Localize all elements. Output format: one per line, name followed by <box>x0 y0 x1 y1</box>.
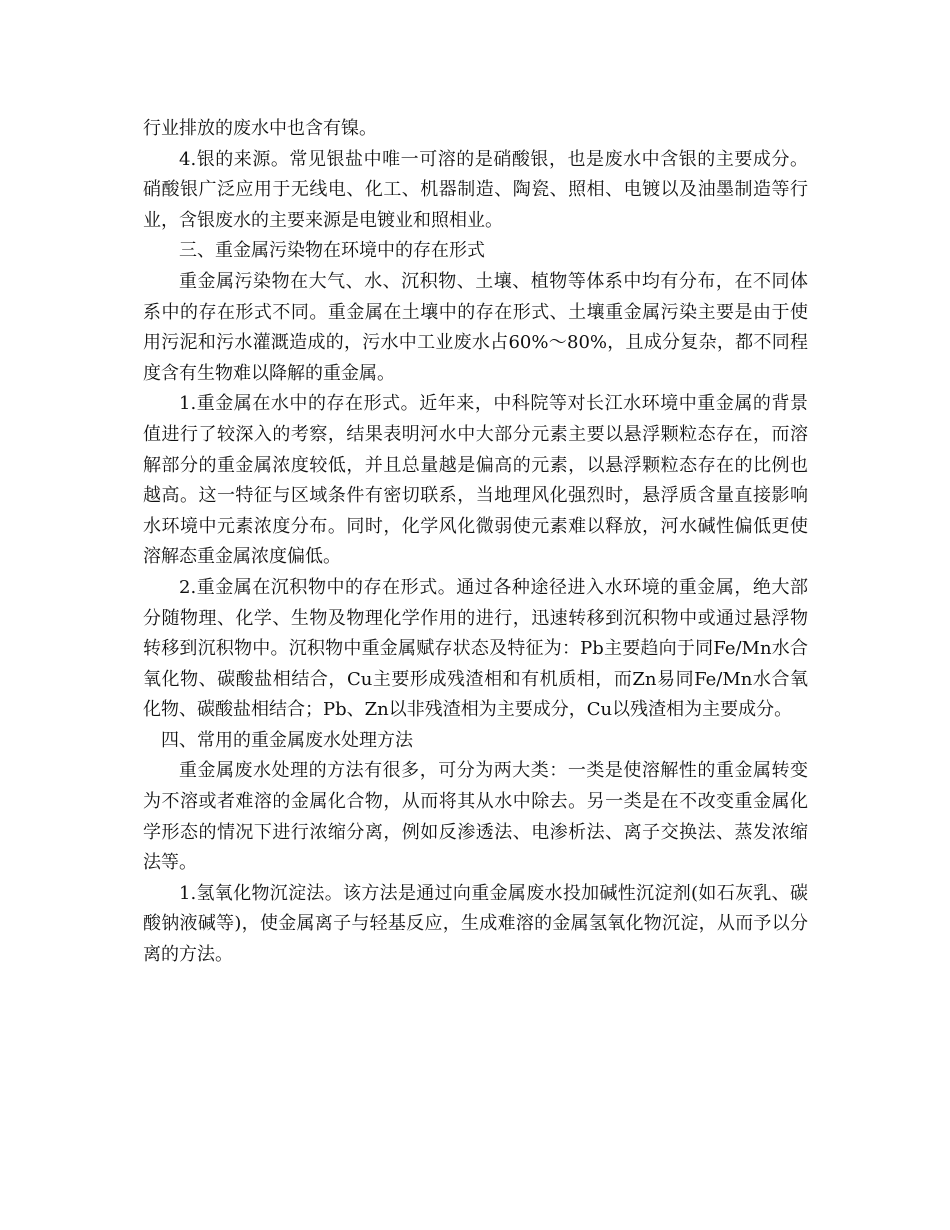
paragraph-water-forms: 1.重金属在水中的存在形式。近年来，中科院等对长江水环境中重金属的背景值进行了较深入的考察，结果表明河水中大部分元素主要以悬浮颗粒态存在，而溶解部分的重金属浓度较低，并且总量越是偏高的元素，以悬浮颗粒态存在的比例也越高。这一特征与区域条件有密切联系，当地理风化强烈时，悬浮质含量直接影响水环境中元素浓度分布。同时，化学风化微弱使元素难以释放，河水碱性偏低更使溶解态重金属浓度偏低。 <box>143 393 808 568</box>
body-text <box>143 114 808 971</box>
paragraph-sediment-forms: 2.重金属在沉积物中的存在形式。通过各种途径进入水环境的重金属，绝大部分随物理、化学、生物及物理化学作用的进行，迅速转移到沉积物中或通过悬浮物转移到沉积物中。沉积物中重金属赋存状态及特征为：Pb主要趋向于同Fe/Mn水合氧化物、碳酸盐相结合，Cu主要形成残渣相和有机质相，而Zn易同Fe/Mn水合氧化物、碳酸盐相结合；Pb、Zn以非残渣相为主要成分，Cu以残渣相为主要成分。 <box>143 576 808 721</box>
section-heading-forms: 三、重金属污染物在环境中的存在形式 <box>179 240 485 262</box>
paragraph-hydroxide-precipitation: 1.氢氧化物沉淀法。该方法是通过向重金属废水投加碱性沉淀剂(如石灰乳、碳酸钠液碱等)，使金属离子与轻基反应，生成难溶的金属氢氧化物沉淀，从而予以分离的方法。 <box>143 882 808 966</box>
paragraph-treatment-methods: 重金属废水处理的方法有很多，可分为两大类：一类是使溶解性的重金属转变为不溶或者难溶的金属化合物，从而将其从水中除去。另一类是在不改变重金属化学形态的情况下进行浓缩分离，例如反渗透法、电渗析法、离子交换法、蒸发浓缩法等。 <box>143 760 808 874</box>
paragraph-silver-source: 4.银的来源。常见银盐中唯一可溶的是硝酸银，也是废水中含银的主要成分。硝酸银广泛应用于无线电、化工、机器制造、陶瓷、照相、电镀以及油墨制造等行业，含银废水的主要来源是电镀业和照相业。 <box>143 148 808 231</box>
paragraph-distribution: 重金属污染物在大气、水、沉积物、土壤、植物等体系中均有分布，在不同体系中的存在形式不同。重金属在土壤中的存在形式、土壤重金属污染主要是由于使用污泥和污水灌溉造成的，污水中工业废水占60%～80%，且成分复杂，都不同程度含有生物难以降解的重金属。 <box>143 270 808 384</box>
paragraph-continuation: 行业排放的废水中也含有镍。 <box>143 118 377 139</box>
section-heading-treatment: 四、常用的重金属废水处理方法 <box>161 729 413 751</box>
